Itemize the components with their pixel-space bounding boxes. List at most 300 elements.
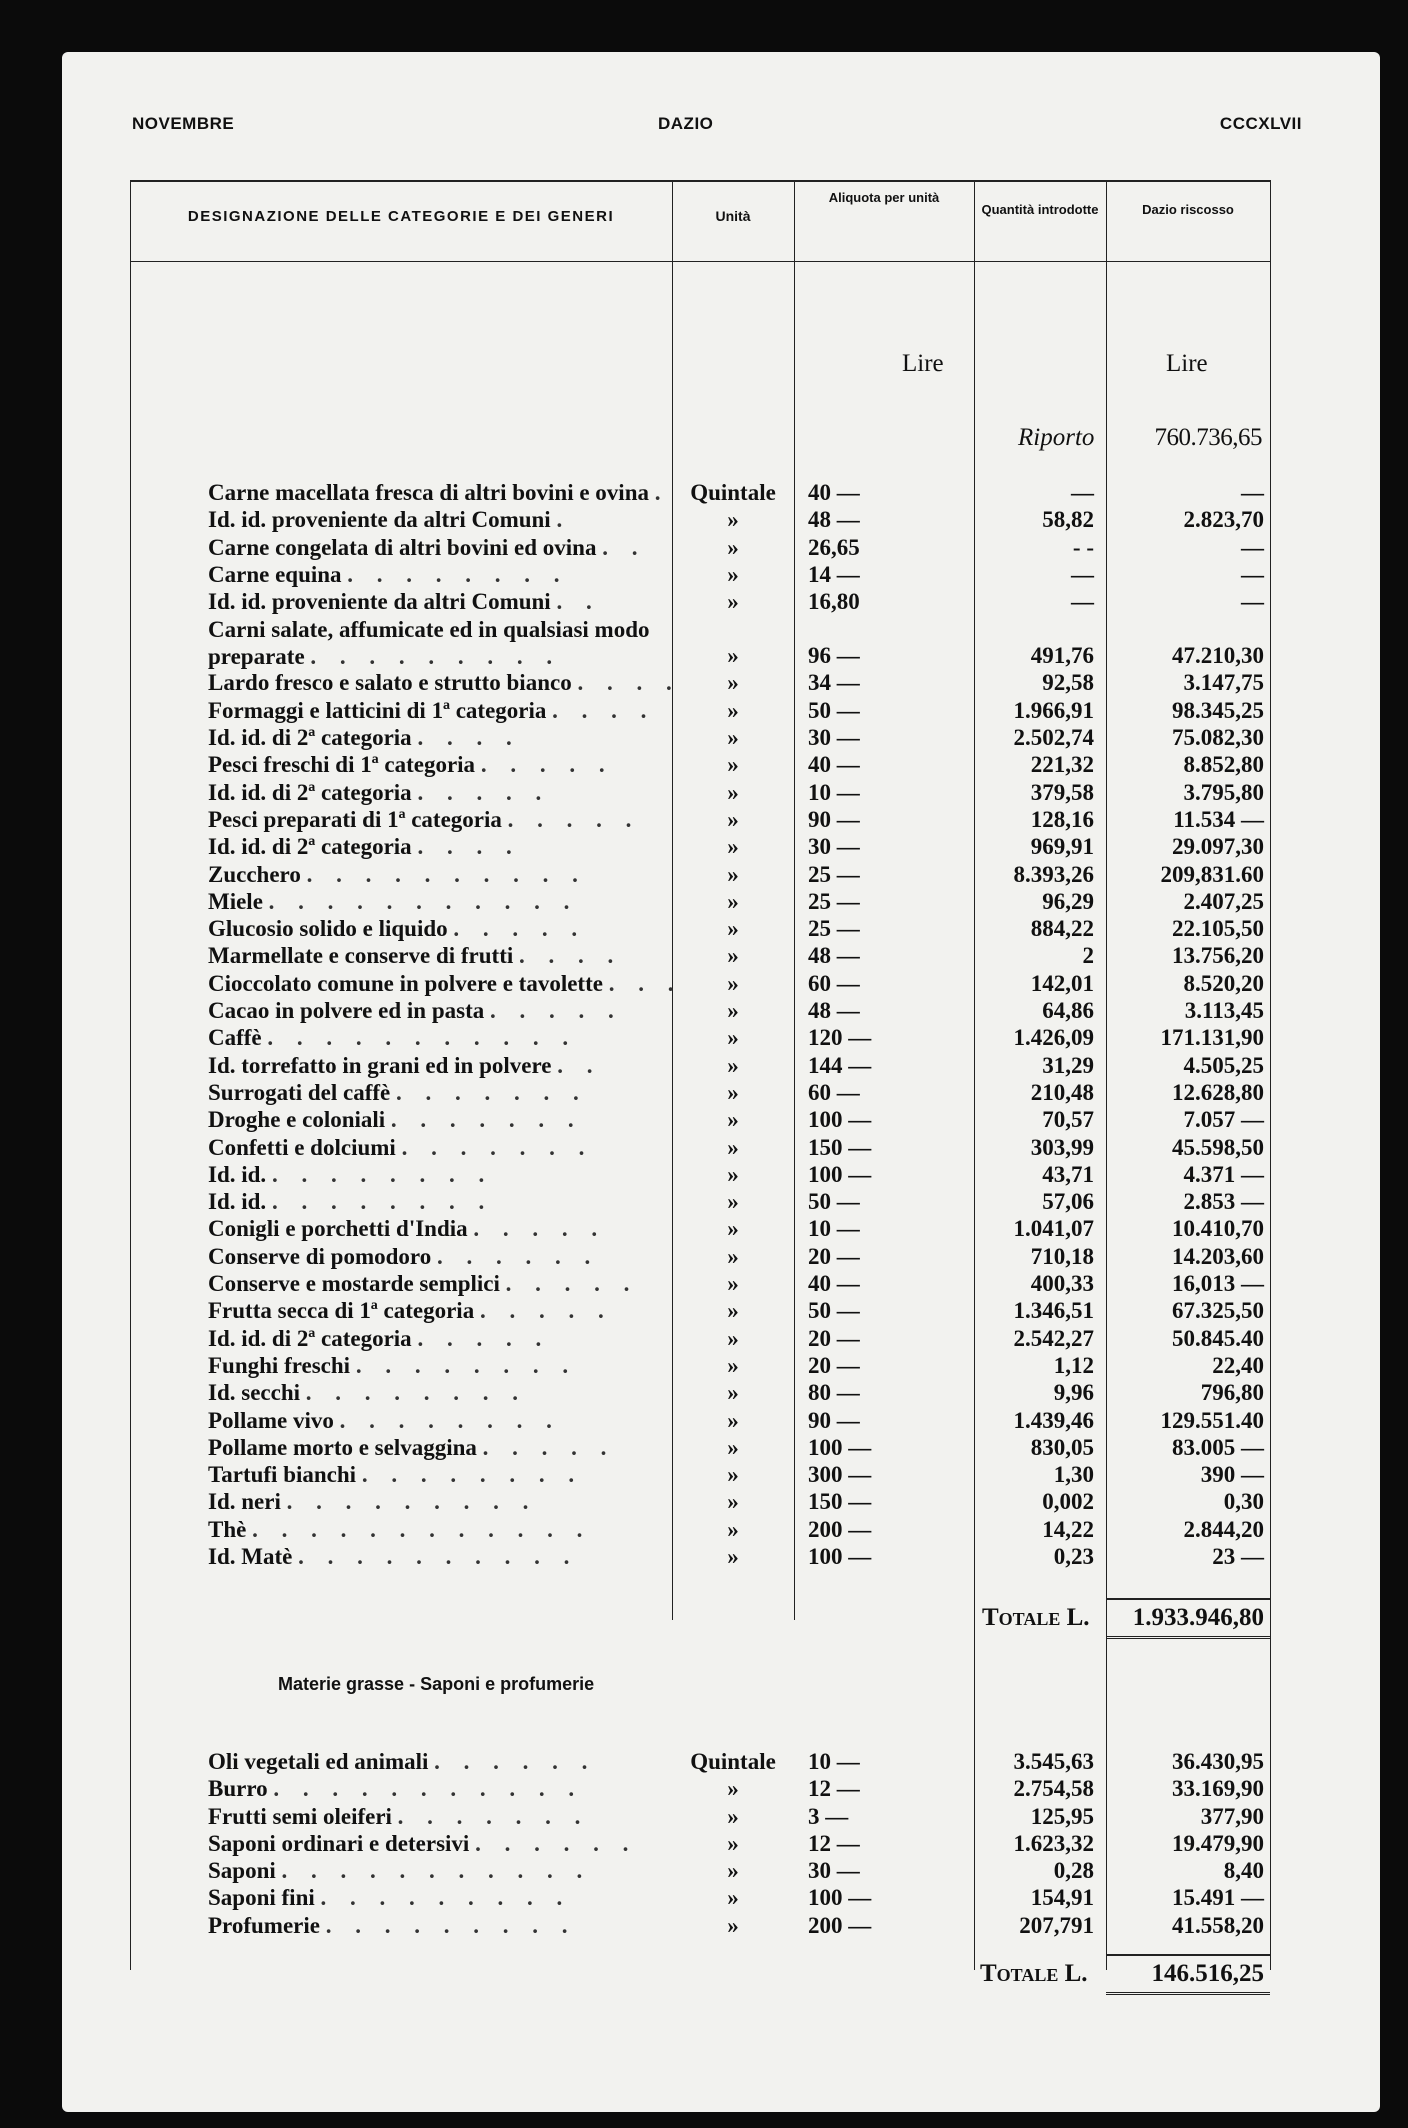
leader-dots: . . . . . — [480, 752, 614, 778]
item-name-text: Marmellate e conserve di frutti — [208, 943, 514, 969]
item-rate: 50 — — [808, 1189, 860, 1215]
item-quantity: 31,29 — [1042, 1052, 1094, 1078]
item-rate: 100 — — [808, 1161, 872, 1187]
table-row — [130, 589, 1270, 616]
leader-dots: . . . — [608, 970, 683, 996]
item-name-text: Carne congelata di altri bovini ed ovina — [208, 534, 597, 560]
item-rate: 40 — — [808, 752, 860, 778]
item-rate: 80 — — [808, 1380, 860, 1406]
item-rate: 25 — — [808, 888, 860, 914]
item-unit: » — [727, 998, 739, 1024]
item-name — [208, 1216, 668, 1242]
item-duty: — — [1241, 561, 1264, 587]
item-duty: 33.169,90 — [1172, 1776, 1264, 1802]
item-duty: 0,30 — [1223, 1489, 1264, 1515]
item-quantity: 128,16 — [1030, 806, 1094, 832]
item-duty: 19.479,90 — [1172, 1830, 1264, 1856]
item-name — [208, 998, 668, 1024]
item-rate: 10 — — [808, 779, 860, 805]
item-unit: » — [727, 1216, 739, 1242]
leader-dots: . . . . — [417, 725, 521, 751]
item-duty: 50.845.40 — [1172, 1325, 1264, 1351]
item-unit: » — [727, 697, 739, 723]
item-name — [208, 1435, 668, 1461]
item-rate: 120 — — [808, 1025, 872, 1051]
item-name — [208, 970, 683, 997]
item-unit: » — [727, 1025, 739, 1051]
totale-value-1: 1.933.946,80 — [1106, 1598, 1270, 1639]
item-unit: » — [727, 1858, 739, 1884]
item-duty: 13.756,20 — [1172, 943, 1264, 969]
item-unit: » — [727, 1107, 739, 1133]
item-quantity: 710,18 — [1030, 1243, 1094, 1269]
item-name — [208, 1776, 668, 1802]
item-quantity: 491,76 — [1030, 643, 1094, 669]
leader-dots: . . . . . . — [436, 1243, 600, 1269]
table-row — [130, 1804, 1270, 1831]
item-unit: Quintale — [690, 1749, 776, 1774]
leader-dots: . . . . . . — [475, 1830, 638, 1856]
item-rate: 20 — — [808, 1243, 860, 1269]
column-header-unita: Unità — [715, 208, 751, 224]
item-quantity: 210,48 — [1030, 1079, 1094, 1105]
item-quantity: 1,30 — [1053, 1462, 1094, 1488]
item-unit: » — [727, 916, 739, 942]
item-rate: 150 — — [808, 1489, 872, 1515]
item-duty: — — [1241, 589, 1264, 615]
item-name — [208, 1135, 668, 1161]
item-rate: 12 — — [808, 1776, 860, 1802]
leader-dots: . . . . — [552, 697, 656, 723]
riporto-label: Riporto — [1018, 424, 1095, 451]
item-name-text: Pesci freschi di 1ª categoria — [208, 752, 476, 778]
item-name-text: Conserve di pomodoro — [208, 1243, 432, 1269]
item-name-text: Lardo fresco e salato e strutto bianco — [208, 670, 572, 696]
item-unit: » — [727, 1134, 739, 1160]
item-quantity: 1.623,32 — [1013, 1830, 1094, 1856]
item-rate: 100 — — [808, 1885, 872, 1911]
item-unit: » — [727, 1271, 739, 1297]
item-quantity: 57,06 — [1042, 1189, 1094, 1215]
table-row — [130, 889, 1270, 916]
item-name — [208, 1244, 668, 1270]
item-unit: » — [727, 1885, 739, 1911]
item-name-text: Frutti semi oleiferi — [208, 1803, 392, 1829]
table-row — [130, 1858, 1270, 1885]
riporto-value: 760.736,65 — [1154, 424, 1262, 451]
leader-dots: . . . . . — [482, 1434, 616, 1460]
leader-dots: . . . . . — [473, 1216, 607, 1242]
table-row — [130, 1408, 1270, 1435]
item-quantity: 1.439,46 — [1013, 1407, 1094, 1433]
item-name — [208, 943, 668, 969]
leader-dots: . . . . . . . . . . . — [268, 888, 579, 914]
item-quantity: 884,22 — [1030, 916, 1094, 942]
currency-label-dazio: Lire — [1166, 350, 1208, 377]
item-duty: 8,40 — [1223, 1858, 1264, 1884]
item-duty: 390 — — [1200, 1462, 1264, 1488]
item-unit: » — [727, 1434, 739, 1460]
item-rate: 48 — — [808, 943, 860, 969]
leader-dots: . . . . . . . . . — [310, 644, 562, 670]
item-rate: 144 — — [808, 1052, 872, 1078]
item-quantity: 0,002 — [1042, 1489, 1094, 1515]
table-row — [130, 1326, 1270, 1353]
item-name-text: Id. id. — [208, 1161, 267, 1187]
item-name — [208, 752, 668, 778]
item-rate: 90 — — [808, 1407, 860, 1433]
item-name — [208, 725, 668, 751]
leader-dots: . . . . . . . — [397, 1803, 590, 1829]
item-name — [208, 780, 668, 806]
table-row — [130, 1913, 1270, 1940]
item-unit: » — [727, 1189, 739, 1215]
item-unit: » — [727, 1298, 739, 1324]
item-rate: 150 — — [808, 1134, 872, 1160]
item-duty: 41.558,20 — [1172, 1912, 1264, 1938]
item-rate: 16,80 — [808, 589, 860, 615]
item-unit: » — [727, 1830, 739, 1856]
item-name — [208, 1913, 668, 1939]
item-quantity: 2.502,74 — [1013, 725, 1094, 751]
item-rate: 10 — — [808, 1749, 860, 1774]
item-rate: 50 — — [808, 1298, 860, 1324]
item-rate: 100 — — [808, 1434, 872, 1460]
item-name — [208, 1380, 668, 1406]
item-unit: » — [727, 1516, 739, 1542]
column-header-aliquota: Aliquota per unità — [828, 190, 940, 205]
item-name-text: Id. id. di 2ª categoria — [208, 725, 412, 751]
item-rate: 30 — — [808, 725, 860, 751]
item-quantity: 1.041,07 — [1013, 1216, 1094, 1242]
item-duty: 16,013 — — [1172, 1271, 1264, 1297]
table-row — [130, 998, 1270, 1025]
item-rate: 200 — — [808, 1912, 872, 1938]
item-duty: 2.853 — — [1183, 1189, 1264, 1215]
item-duty: 8.520,20 — [1183, 970, 1264, 996]
table-row — [130, 1517, 1270, 1544]
item-name-text: Pollame morto e selvaggina — [208, 1434, 477, 1460]
item-quantity: 142,01 — [1030, 970, 1094, 996]
item-name — [208, 1858, 668, 1884]
item-unit: Quintale — [690, 480, 776, 505]
item-name-text: Conserve e mostarde semplici — [208, 1271, 500, 1297]
item-name-text: Saponi ordinari e detersivi — [208, 1830, 470, 1856]
item-name — [208, 916, 668, 942]
item-name-text: Caffè — [208, 1025, 262, 1051]
table-row — [130, 1135, 1270, 1162]
table-row — [130, 1298, 1270, 1325]
item-quantity: — — [1071, 561, 1094, 587]
item-duty: 796,80 — [1200, 1380, 1264, 1406]
leader-dots: . . — [557, 1052, 602, 1078]
item-quantity: 1.346,51 — [1013, 1298, 1094, 1324]
item-unit: » — [727, 1352, 739, 1378]
leader-dots: . . . . . . . . . . — [306, 861, 587, 887]
item-name — [208, 1804, 668, 1830]
table-row — [130, 1885, 1270, 1912]
table-row — [130, 480, 1270, 507]
item-duty: 2.407,25 — [1183, 888, 1264, 914]
item-name-text: Frutta secca di 1ª categoria — [208, 1298, 475, 1324]
leader-dots: . . . . . . . . — [339, 1407, 561, 1433]
item-quantity: 58,82 — [1042, 507, 1094, 533]
item-name — [208, 1080, 668, 1106]
item-name-text: Cioccolato comune in polvere e tavolette — [208, 970, 603, 996]
table-row — [130, 943, 1270, 970]
item-quantity: 1.966,91 — [1013, 697, 1094, 723]
leader-dots: . . . . — [519, 943, 623, 969]
table-row — [130, 725, 1270, 752]
leader-dots: . — [556, 507, 572, 533]
leader-dots: . . . . . — [505, 1271, 639, 1297]
item-rate: 20 — — [808, 1352, 860, 1378]
item-duty: 4.505,25 — [1183, 1052, 1264, 1078]
table-row — [130, 752, 1270, 779]
item-rate: 3 — — [808, 1803, 849, 1829]
header-month: NOVEMBRE — [132, 114, 235, 133]
item-unit: » — [727, 507, 739, 533]
item-name — [208, 1353, 668, 1379]
item-rate: 60 — — [808, 1079, 860, 1105]
item-name-text: Carni salate, affumicate ed in qualsiasi modo preparate — [208, 617, 650, 670]
item-duty: 23 — — [1212, 1543, 1264, 1569]
table-row — [130, 535, 1270, 562]
item-name-text: Id. Matè — [208, 1543, 293, 1569]
item-unit: » — [727, 1325, 739, 1351]
table-row — [130, 1080, 1270, 1107]
item-name — [208, 507, 668, 533]
item-quantity: 379,58 — [1030, 779, 1094, 805]
item-name-text: Oli vegetali ed animali — [208, 1749, 429, 1774]
table-row — [130, 971, 1270, 998]
ledger-rows-materie-grasse — [130, 1749, 1270, 1940]
totale-label-1 — [982, 1604, 1090, 1632]
item-name-text: Id. id. di 2ª categoria — [208, 779, 412, 805]
item-name — [208, 562, 668, 588]
item-quantity: 0,28 — [1053, 1858, 1094, 1884]
item-quantity: 0,23 — [1053, 1543, 1094, 1569]
item-quantity: 400,33 — [1030, 1271, 1094, 1297]
document-page — [62, 52, 1380, 2112]
table-row — [130, 1749, 1270, 1776]
item-name-text: Id. id. di 2ª categoria — [208, 834, 412, 860]
item-unit: » — [727, 752, 739, 778]
leader-dots: . . . . . — [507, 806, 641, 832]
leader-dots: . — [654, 480, 670, 505]
item-name — [208, 698, 668, 724]
item-quantity: 70,57 — [1042, 1107, 1094, 1133]
item-name — [208, 1831, 668, 1857]
item-unit: » — [727, 561, 739, 587]
item-name-text: Droghe e coloniali — [208, 1107, 386, 1133]
table-row — [130, 862, 1270, 889]
table-row — [130, 1776, 1270, 1803]
leader-dots: . . . . . . . — [401, 1134, 594, 1160]
item-name-text: Id. id. — [208, 1189, 267, 1215]
item-rate: 30 — — [808, 1858, 860, 1884]
table-row — [130, 1462, 1270, 1489]
item-duty: 4.371 — — [1183, 1161, 1264, 1187]
item-name — [208, 1408, 668, 1434]
table-row — [130, 1489, 1270, 1516]
leader-dots: . . . . . . . . — [271, 1161, 494, 1187]
item-name — [208, 1462, 668, 1488]
item-name — [208, 1189, 668, 1215]
item-duty: — — [1241, 480, 1264, 505]
leader-dots: . . . . — [577, 670, 681, 696]
item-name-text: Id. neri — [208, 1489, 281, 1515]
leader-dots: . . . . . . . . . . . . — [252, 1516, 592, 1542]
leader-dots: . . . . . . . . — [271, 1189, 494, 1215]
totale-label-text: Totale L. — [980, 1960, 1088, 1987]
leader-dots: . . . . . . . . . . . — [273, 1776, 584, 1802]
leader-dots: . . . . . . . . — [361, 1462, 584, 1488]
item-quantity: 2.542,27 — [1013, 1325, 1094, 1351]
item-duty: 36.430,95 — [1172, 1749, 1264, 1774]
item-duty: 129.551.40 — [1160, 1407, 1264, 1433]
item-unit: » — [727, 1380, 739, 1406]
header-section: DAZIO — [658, 114, 714, 133]
leader-dots: . . . . . — [489, 998, 623, 1024]
leader-dots: . . . . . — [453, 916, 587, 942]
item-quantity: 2 — [1082, 943, 1094, 969]
table-row — [130, 1216, 1270, 1243]
item-unit: » — [727, 1912, 739, 1938]
table-row — [130, 916, 1270, 943]
item-quantity: 125,95 — [1030, 1803, 1094, 1829]
item-name-text: Glucosio solido e liquido — [208, 916, 448, 942]
item-name-text: Saponi fini — [208, 1885, 315, 1911]
table-row — [130, 780, 1270, 807]
item-rate: 50 — — [808, 697, 860, 723]
leader-dots: . . . . . . . . — [305, 1380, 527, 1406]
item-name-text: Id. id. proveniente da altri Comuni — [208, 507, 551, 533]
item-quantity: 1,12 — [1053, 1352, 1094, 1378]
item-quantity: 8.393,26 — [1013, 861, 1094, 887]
item-name — [208, 1162, 668, 1188]
leader-dots: . . . . — [417, 834, 521, 860]
item-rate: 200 — — [808, 1516, 872, 1542]
item-rate: 25 — — [808, 916, 860, 942]
item-name-text: Funghi freschi — [208, 1352, 351, 1378]
item-rate: 60 — — [808, 970, 860, 996]
item-duty: 98.345,25 — [1172, 697, 1264, 723]
header-page-number: CCCXLVII — [1219, 114, 1302, 133]
item-quantity: — — [1071, 480, 1094, 505]
column-rule — [1270, 180, 1271, 1970]
leader-dots: . . . . . . — [434, 1749, 597, 1774]
leader-dots: . . . . . — [417, 1325, 551, 1351]
table-row — [130, 698, 1270, 725]
item-name-text: Surrogati del caffè — [208, 1079, 391, 1105]
item-name — [208, 1517, 668, 1543]
item-duty: — — [1241, 534, 1264, 560]
item-name — [208, 1271, 668, 1297]
table-row — [130, 1271, 1270, 1298]
item-name-text: Id. id. proveniente da altri Comuni — [208, 589, 551, 615]
item-duty: 45.598,50 — [1172, 1134, 1264, 1160]
item-duty: 3.113,45 — [1184, 998, 1264, 1024]
item-quantity: 14,22 — [1042, 1516, 1094, 1542]
table-row — [130, 1380, 1270, 1407]
item-name — [208, 889, 668, 915]
leader-dots: . . . . . — [479, 1298, 613, 1324]
currency-label-aliquota: Lire — [902, 350, 944, 377]
item-duty: 7.057 — — [1183, 1107, 1264, 1133]
item-quantity: 43,71 — [1042, 1161, 1094, 1187]
leader-dots: . . . . . . . . — [355, 1352, 578, 1378]
item-rate: 30 — — [808, 834, 860, 860]
item-name — [208, 535, 668, 561]
item-rate: 40 — — [808, 1271, 860, 1297]
item-rate: 48 — — [808, 998, 860, 1024]
item-name-text: Confetti e dolciumi — [208, 1134, 396, 1160]
item-rate: 96 — — [808, 643, 860, 669]
item-rate: 40 — — [808, 480, 860, 505]
leader-dots: . . . . . . . . . — [325, 1912, 577, 1938]
item-name — [208, 1885, 668, 1911]
item-unit: » — [727, 1161, 739, 1187]
item-duty: 22.105,50 — [1172, 916, 1264, 942]
item-unit: » — [727, 806, 739, 832]
item-name — [208, 1544, 668, 1570]
item-rate: 14 — — [808, 561, 860, 587]
item-unit: » — [727, 779, 739, 805]
totale-label-2 — [980, 1960, 1088, 1988]
item-rate: 10 — — [808, 1216, 860, 1242]
item-duty: 2.823,70 — [1183, 507, 1264, 533]
item-quantity: 92,58 — [1042, 670, 1094, 696]
item-name — [208, 1025, 668, 1051]
item-unit: » — [727, 1803, 739, 1829]
item-unit: » — [727, 861, 739, 887]
item-quantity: 3.545,63 — [1013, 1749, 1094, 1774]
item-name-text: Miele — [208, 888, 263, 914]
item-name — [208, 1298, 668, 1324]
table-row — [130, 1353, 1270, 1380]
column-header-designazione: DESIGNAZIONE DELLE CATEGORIE E DEI GENERI — [187, 208, 615, 225]
table-row — [130, 1189, 1270, 1216]
item-rate: 100 — — [808, 1107, 872, 1133]
item-duty: 67.325,50 — [1172, 1298, 1264, 1324]
item-duty: 3.147,75 — [1183, 670, 1264, 696]
item-unit: » — [727, 1776, 739, 1802]
leader-dots: . . . . . . . . . — [320, 1885, 572, 1911]
table-row — [130, 1544, 1270, 1571]
item-unit: » — [727, 643, 739, 669]
item-duty: 209,831.60 — [1160, 861, 1264, 887]
item-rate: 100 — — [808, 1543, 872, 1569]
table-row — [130, 1435, 1270, 1462]
leader-dots: . . . . . . . . . — [286, 1489, 538, 1515]
item-quantity: - - — [1072, 534, 1094, 560]
item-unit: » — [727, 834, 739, 860]
item-unit: » — [727, 888, 739, 914]
item-duty: 377,90 — [1200, 1803, 1264, 1829]
item-name — [208, 616, 668, 670]
item-unit: » — [727, 1079, 739, 1105]
item-quantity: 9,96 — [1053, 1380, 1094, 1406]
item-unit: » — [727, 1489, 739, 1515]
totale-value-2: 146.516,25 — [1106, 1954, 1270, 1995]
item-unit: » — [727, 534, 739, 560]
table-row — [130, 1244, 1270, 1271]
table-row — [130, 1831, 1270, 1858]
ledger-table — [130, 180, 1270, 1987]
item-name — [208, 1107, 668, 1133]
item-unit: » — [727, 670, 739, 696]
